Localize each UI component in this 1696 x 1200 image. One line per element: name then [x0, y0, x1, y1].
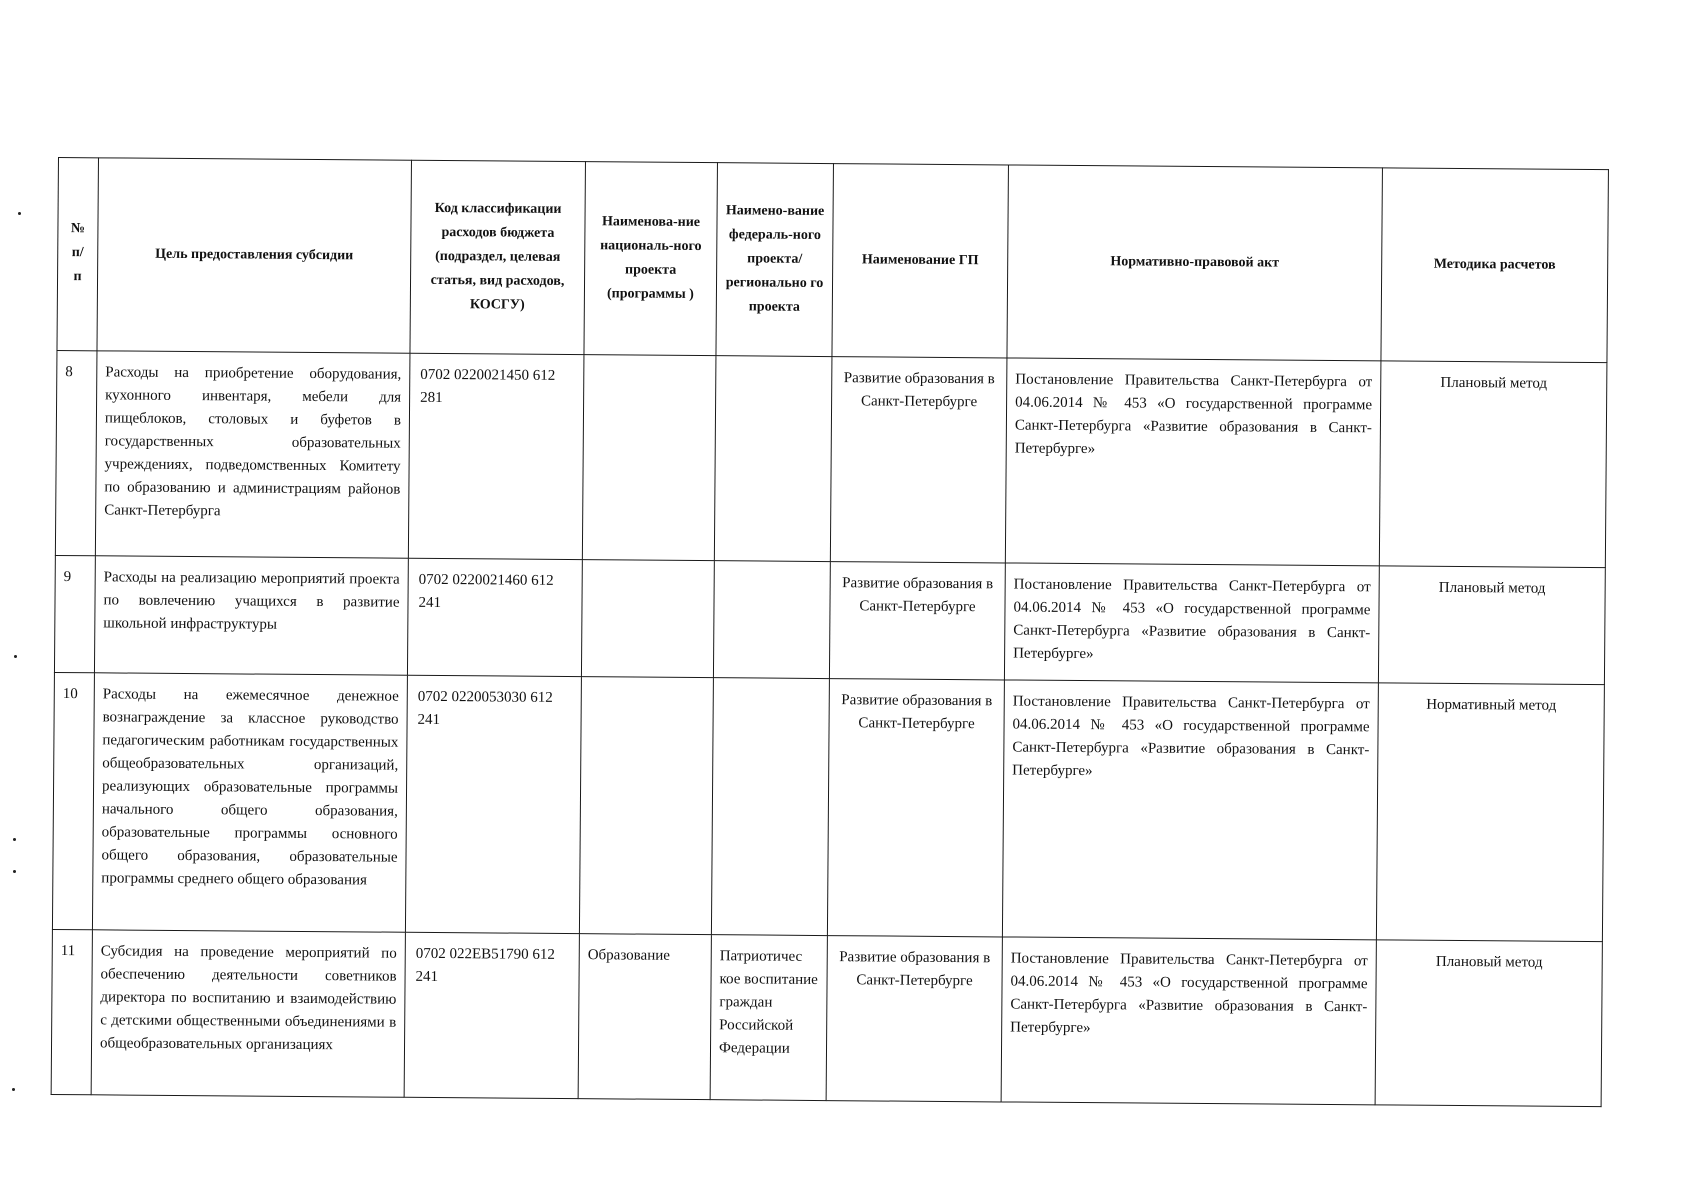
header-num-line1: №	[70, 221, 86, 237]
row-method: Плановый метод	[1375, 940, 1602, 1107]
row-budget-code: 0702 0220053030 612 241	[405, 675, 581, 933]
row-legal-act: Постановление Правительства Санкт-Петербурга от 04.06.2014 № 453 «О государственной программе Санкт-Петербурга «Развитие образования в Санкт-Петербурге»	[1002, 680, 1378, 940]
row-budget-code: 0702 0220021460 612 241	[407, 558, 582, 676]
header-national-project: Наименова-ние националь-ного проекта (программы )	[584, 162, 718, 356]
header-legal-act: Нормативно-правовой акт	[1007, 165, 1383, 361]
header-gp: Наименование ГП	[832, 164, 1009, 358]
row-number: 11	[51, 929, 92, 1094]
row-gp: Развитие образования в Санкт-Петербурге	[830, 357, 1007, 563]
row-national-project	[581, 560, 714, 678]
row-goal: Субсидия на проведение мероприятий по обеспечению деятельности советников директора по воспитанию и взаимодействию с детскими общественными объединениями в общеобразовательных организациях	[91, 930, 405, 1097]
header-federal-project: Наимено-вание федераль-ного проекта/ регионально го проекта	[716, 163, 834, 357]
header-method: Методика расчетов	[1381, 168, 1609, 363]
header-num	[57, 158, 99, 351]
row-goal: Расходы на ежемесячное денежное вознаграждение за классное руководство педагогическим работникам государственных общеобразовательных организаций, реализующих образовательные программы начального общего образования, образовательные программы основного общего образования, образовательные программы среднего общего образования	[92, 673, 407, 932]
row-gp: Развитие образования в Санкт-Петербурге	[827, 679, 1004, 937]
row-method: Плановый метод	[1379, 361, 1607, 568]
row-federal-project	[713, 561, 830, 679]
row-method: Нормативный метод	[1376, 683, 1604, 942]
header-goal: Цель предоставления субсидии	[97, 158, 412, 353]
row-federal-project	[714, 356, 832, 562]
subsidy-table	[51, 157, 1609, 1107]
row-method: Плановый метод	[1378, 566, 1605, 685]
row-federal-project	[711, 678, 829, 936]
row-budget-code: 0702 022EB51790 612 241	[404, 932, 579, 1098]
row-goal: Расходы на реализацию мероприятий проекта по вовлечению учащихся в развитие школьной инфраструктуры	[94, 556, 408, 675]
table-row	[52, 672, 1604, 941]
row-goal: Расходы на приобретение оборудования, кухонного инвентаря, мебели для пищеблоков, столовых и буфетов в государственных образовательных учреждениях, подведомственных Комитету по образованию и администрациям районов Санкт-Петербурга	[95, 351, 410, 558]
row-number: 10	[52, 672, 94, 929]
header-num-line3: п	[73, 269, 82, 285]
row-legal-act: Постановление Правительства Санкт-Петербурга от 04.06.2014 № 453 «О государственной программе Санкт-Петербурга «Развитие образования в Санкт-Петербурге»	[1004, 563, 1379, 683]
row-federal-project: Патриотичес кое воспитание граждан Российской Федерации	[710, 935, 827, 1101]
header-num-line2: п/	[71, 245, 84, 261]
row-national-project: Образование	[578, 934, 711, 1100]
row-legal-act: Постановление Правительства Санкт-Петербурга от 04.06.2014 № 453 «О государственной программе Санкт-Петербурга «Развитие образования в Санкт-Петербурге»	[1001, 937, 1376, 1105]
table-row	[54, 555, 1605, 684]
row-legal-act: Постановление Правительства Санкт-Петербурга от 04.06.2014 № 453 «О государственной программе Санкт-Петербурга «Развитие образования в Санкт-Петербурге»	[1005, 358, 1381, 566]
table-row	[55, 350, 1607, 567]
row-gp: Развитие образования в Санкт-Петербурге	[829, 562, 1005, 680]
table-row	[51, 929, 1602, 1106]
row-gp: Развитие образования в Санкт-Петербурге	[826, 936, 1002, 1102]
header-row	[57, 158, 1608, 363]
header-code: Код классификации расходов бюджета (подраздел, целевая статья, вид расходов, КОСГУ)	[410, 160, 586, 354]
row-national-project	[579, 677, 713, 935]
row-national-project	[582, 355, 716, 561]
row-number: 9	[54, 555, 95, 672]
row-number: 8	[55, 350, 97, 555]
row-budget-code: 0702 0220021450 612 281	[408, 353, 584, 559]
